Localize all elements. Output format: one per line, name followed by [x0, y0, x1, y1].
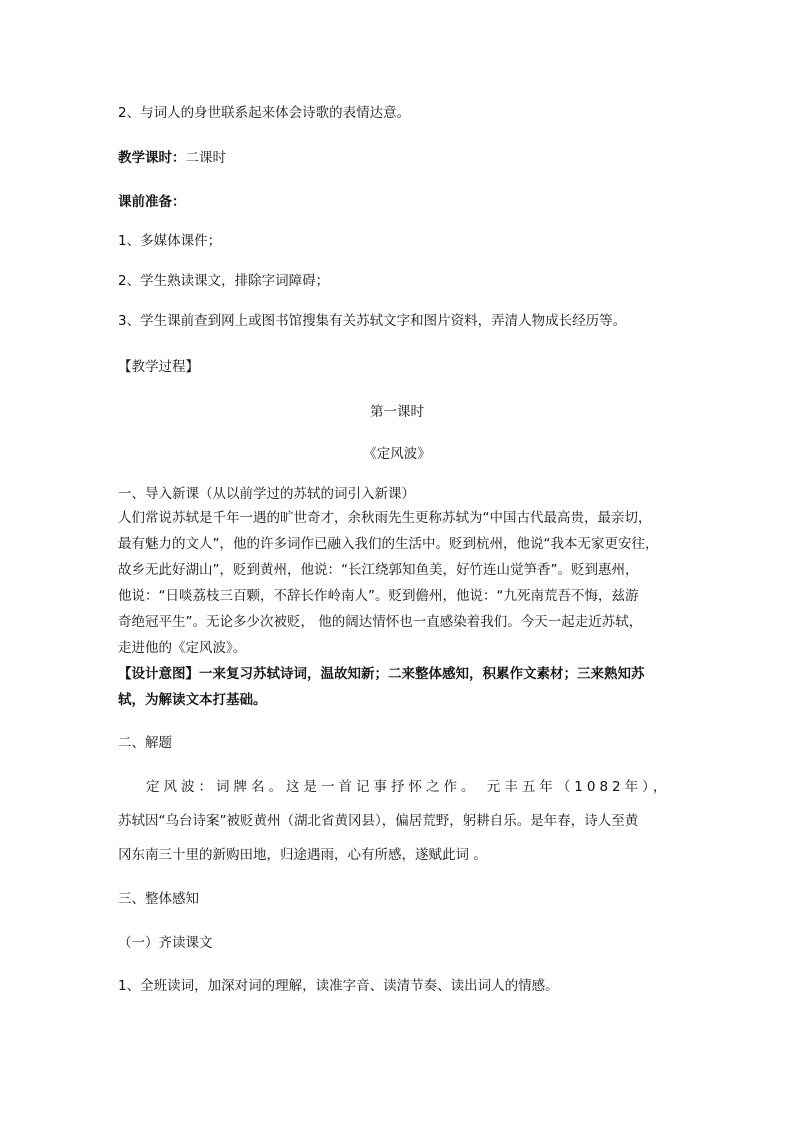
- poem-title: 《定风波》: [363, 446, 431, 462]
- explanation-line: 冈东南三十里的新购田地，归途遇雨，心有所感，遂赋此词 。: [118, 847, 487, 863]
- intro-line: 他说：“日啖荔枝三百颗，不辞长作岭南人”。贬到儋州，他说：“九死南荒吾不悔，兹游: [118, 588, 639, 604]
- reading-item-1: 1、全班读词，加深对词的理解，读准字音、读清节奏、读出词人的情感。: [118, 978, 559, 994]
- preparation-heading: 课前准备：: [118, 194, 186, 210]
- design-intent-line: 【设计意图】一来复习苏轼诗词，温故知新；二来整体感知，积累作文素材；三来熟知苏: [118, 666, 645, 682]
- intro-paragraph: [118, 505, 680, 661]
- lesson-one-heading: 第一课时: [370, 404, 424, 420]
- intro-line: 奇绝冠平生”。无论多少次被贬， 他的阔达情怀也一直感染着我们。今天一起走近苏轼，: [118, 614, 643, 630]
- explanation-line: 苏轼因“乌台诗案”被贬黄州（湖北省黄冈县），偏居荒野，躬耕自乐。是年春，诗人至黄: [118, 813, 639, 829]
- design-intent-line: 轼，为解读文本打基础。: [118, 692, 267, 708]
- design-intent-paragraph: [118, 661, 680, 713]
- preparation-item-1: 1、多媒体课件；: [118, 233, 222, 249]
- intro-line: 人们常说苏轼是千年一遇的旷世奇才，余秋雨先生更称苏轼为“中国古代最高贵，最亲切，: [118, 510, 652, 526]
- subsection-1-heading: （一）齐读课文: [118, 935, 213, 951]
- objective-2: 2、与词人的身世联系起来体会诗歌的表情达意。: [118, 105, 411, 121]
- teaching-hours-label: 教学课时：: [118, 150, 186, 166]
- section-1-heading: 一、导入新课（从以前学过的苏轼的词引入新课）: [118, 486, 415, 502]
- intro-line: 走进他的《定风波》。: [118, 640, 247, 656]
- preparation-item-2: 2、学生熟读课文，排除字词障碍；: [118, 273, 330, 289]
- intro-line: 故乡无此好湖山”，贬到黄州，他说：“长江绕郭知鱼美，好竹连山觉笋香”。贬到惠州，: [118, 562, 639, 578]
- explanation-line: 定风波：词牌名。这是一首记事抒怀之作。 元丰五年（1082年），: [146, 779, 671, 795]
- section-2-heading: 二、解题: [118, 735, 172, 751]
- intro-line: 最有魅力的文人”，他的许多词作已融入我们的生活中。贬到杭州，他说“我本无家更安往，: [118, 536, 659, 552]
- teaching-hours-value: 二课时: [185, 150, 226, 166]
- teaching-hours: [118, 148, 226, 168]
- process-heading: 【教学过程】: [118, 359, 199, 375]
- section-3-heading: 三、整体感知: [118, 891, 199, 907]
- title-explanation-paragraph: [118, 770, 680, 872]
- preparation-item-3: 3、学生课前查到网上或图书馆搜集有关苏轼文字和图片资料，弄清人物成长经历等。: [118, 313, 627, 329]
